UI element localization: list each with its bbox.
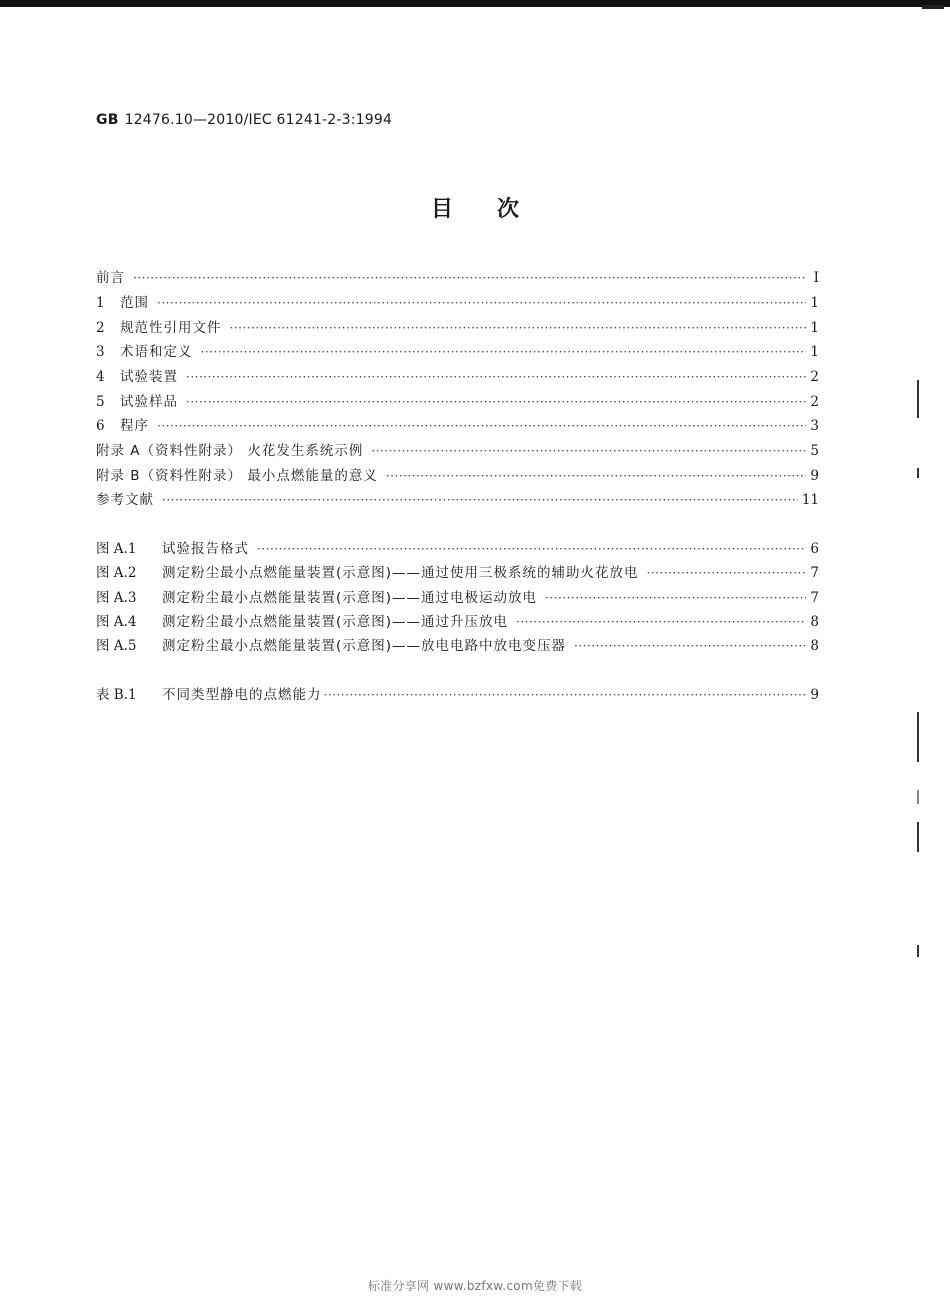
toc-entry-number: 表 B.1 [96, 687, 137, 703]
toc-leader-dots [324, 685, 807, 705]
toc-entry-page: 8 [810, 614, 819, 630]
toc-entry-page: 7 [810, 565, 819, 581]
toc-leader-dots [386, 466, 807, 486]
toc-entry-number: 图 A.4 [96, 614, 137, 630]
standard-prefix: GB [96, 112, 119, 128]
toc-entry-label: 不同类型静电的点燃能力 [162, 687, 322, 703]
toc-entry-label: 参考文献 [96, 492, 154, 508]
toc-leader-dots [201, 342, 807, 362]
toc-entry-number: 6 [96, 418, 105, 434]
toc-entry-figure-a3[interactable] [96, 588, 819, 608]
top-rule-end [922, 5, 944, 9]
toc-entry-label: 术语和定义 [120, 344, 193, 360]
toc-entry-bibliography[interactable] [96, 490, 819, 510]
toc-leader-dots [157, 293, 806, 313]
toc-entry-number: 1 [96, 295, 105, 311]
toc-entry-scope[interactable] [96, 293, 819, 313]
toc-entry-label: 程序 [120, 418, 149, 434]
toc-entry-test-sample[interactable] [96, 392, 819, 412]
toc-entry-page: 1 [810, 295, 819, 311]
toc-entry-label: 试验报告格式 [162, 541, 249, 557]
scan-margin-mark [917, 822, 919, 852]
scan-margin-mark [917, 790, 919, 804]
toc-leader-dots [186, 392, 806, 412]
toc-entry-terms[interactable] [96, 342, 819, 362]
toc-entry-page: 2 [810, 369, 819, 385]
toc-leader-dots [516, 612, 806, 632]
toc-entry-figure-a2[interactable] [96, 563, 819, 583]
toc-leader-dots [133, 268, 807, 288]
footer-watermark: 标准分享网 www.bzfxw.com免费下载 [367, 1279, 583, 1293]
toc-entry-label: 试验样品 [120, 394, 178, 410]
toc-entry-page: 9 [810, 687, 819, 703]
toc-leader-dots [574, 636, 806, 656]
toc-entry-normative-references[interactable] [96, 318, 819, 338]
toc-entry-figure-a4[interactable] [96, 612, 819, 632]
toc-entry-annex-a[interactable] [96, 441, 819, 461]
toc-entry-page: 5 [810, 443, 819, 459]
toc-leader-dots [545, 588, 806, 608]
toc-entry-label: 测定粉尘最小点燃能量装置(示意图)——通过电极运动放电 [162, 590, 538, 606]
toc-entry-page: I [813, 270, 819, 286]
page-title: 目次 [430, 197, 563, 222]
toc-entry-page: 3 [810, 418, 819, 434]
toc-entry-figure-a1[interactable] [96, 539, 819, 559]
standard-number: 12476.10—2010/IEC 61241-2-3:1994 [124, 112, 393, 128]
toc-entry-page: 2 [810, 394, 819, 410]
standard-code [96, 112, 392, 128]
toc-entry-table-b1[interactable] [96, 685, 819, 705]
toc-entry-number: 图 A.2 [96, 565, 137, 581]
toc-entry-label: 试验装置 [120, 369, 178, 385]
toc-entry-page: 8 [810, 638, 819, 654]
toc-entry-page: 6 [810, 541, 819, 557]
toc-entry-page: 11 [801, 492, 819, 508]
toc-entry-foreword[interactable] [96, 268, 819, 288]
toc-leader-dots [371, 441, 806, 461]
scan-margin-mark [917, 468, 919, 478]
toc-entry-label: 范围 [120, 295, 149, 311]
toc-entry-label: 测定粉尘最小点燃能量装置(示意图)——通过升压放电 [162, 614, 509, 630]
toc-entry-test-apparatus[interactable] [96, 367, 819, 387]
toc-entry-label: 测定粉尘最小点燃能量装置(示意图)——通过使用三极系统的辅助火花放电 [162, 565, 639, 581]
toc-entry-procedure[interactable] [96, 416, 819, 436]
scan-margin-mark [917, 380, 919, 418]
scan-margin-mark [917, 945, 919, 957]
toc-leader-dots [157, 416, 806, 436]
toc-leader-dots [257, 539, 806, 559]
toc-leader-dots [647, 563, 807, 583]
toc-entry-label: 测定粉尘最小点燃能量装置(示意图)——放电电路中放电变压器 [162, 638, 567, 654]
toc-entry-page: 9 [810, 468, 819, 484]
toc-entry-figure-a5[interactable] [96, 636, 819, 656]
toc-entry-annex-b[interactable] [96, 466, 819, 486]
toc-entry-number: 5 [96, 394, 105, 410]
toc-entry-page: 1 [810, 344, 819, 360]
toc-leader-dots [186, 367, 806, 387]
toc-entry-page: 1 [810, 320, 819, 336]
toc-entry-page: 7 [810, 590, 819, 606]
toc-entry-number: 图 A.5 [96, 638, 137, 654]
toc-entry-number: 3 [96, 344, 105, 360]
toc-leader-dots [162, 490, 798, 510]
toc-entry-number: 4 [96, 369, 105, 385]
toc-leader-dots [230, 318, 807, 338]
scan-margin-mark [917, 712, 919, 762]
toc-entry-label: 附录 B（资料性附录） 最小点燃能量的意义 [96, 468, 378, 484]
toc-entry-number: 图 A.3 [96, 590, 137, 606]
toc-entry-number: 2 [96, 320, 105, 336]
toc-entry-number: 图 A.1 [96, 541, 137, 557]
toc-entry-label: 规范性引用文件 [120, 320, 222, 336]
toc-entry-label: 前言 [96, 270, 125, 286]
top-rule [0, 0, 950, 7]
toc-entry-label: 附录 A（资料性附录） 火花发生系统示例 [96, 443, 364, 459]
